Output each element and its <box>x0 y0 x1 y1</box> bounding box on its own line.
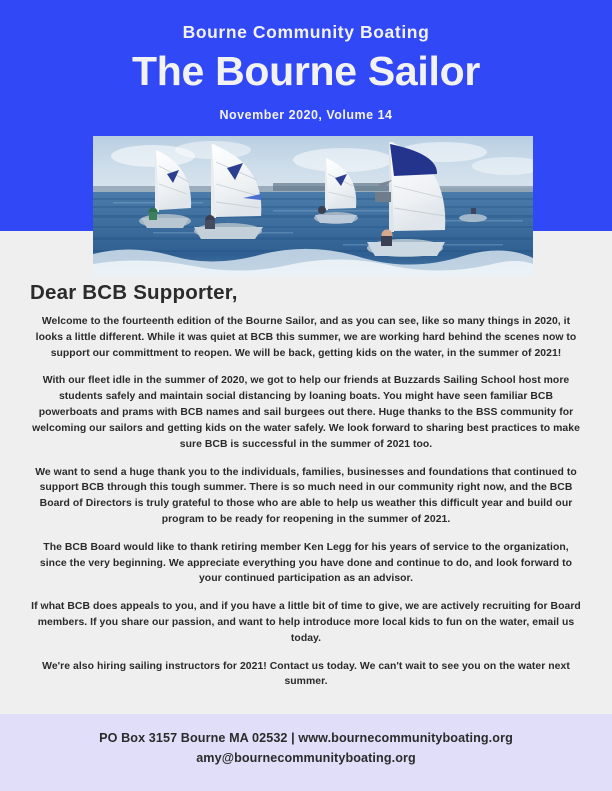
letter-paragraph-1: Welcome to the fourteenth edition of the Bourne Sailor, and as you can see, like so many things in 2020, it looks a little different. While it was quiet at BCB this summer, we are working hard behind the scenes now to support our committment to reopen. We will be back, getting kids on the water, in the summer of 2021! <box>35 316 577 359</box>
hero-photo <box>93 136 533 276</box>
organization-name: Bourne Community Boating <box>182 22 430 42</box>
letter-paragraph-4: The BCB Board would like to thank retiring member Ken Legg for his years of service to the organization, since the very beginning. We appreciate everything you have done and continue to do, and look forward to your continued participation as an advisor. <box>39 541 573 585</box>
newsletter-title: The Bourne Sailor <box>131 48 480 94</box>
footer-email[interactable]: amy@bournecommunityboating.org <box>196 751 416 765</box>
footer-contact-line[interactable]: PO Box 3157 Bourne MA 02532 | www.bournecommunityboating.org <box>99 731 513 745</box>
letter-closing: We're also hiring sailing instructors for 2021! Contact us today. We can't wait to see you on the water next summer. <box>42 660 570 688</box>
sailboats-photo-illustration <box>93 136 533 276</box>
footer-band <box>0 714 612 791</box>
letter-paragraph-3: We want to send a huge thank you to the individuals, families, businesses and foundations that continued to support BCB through this tough summer. There is so much need in our community right now, and the BCB Board of Directors is truly grateful to those who are able to help us weather this difficult year and build our program to be ready for reopening in the summer of 2021. <box>35 466 577 525</box>
letter-body <box>30 314 582 690</box>
letter-section <box>0 231 612 714</box>
letter-paragraph-2: With our fleet idle in the summer of 2020, we got to help our friends at Buzzards Sailing School host more students safely and maintain social distancing by loaning boats. You might have seen familiar BCB powerboats and prams with BCB names and sail burgees out there. Huge thanks to the BSS community for welcoming our sailors and getting kids on the water safely. We look forward to sharing best practices to make sure BCB is successful in the summer of 2021 too. <box>32 375 580 450</box>
salutation: Dear BCB Supporter, <box>30 281 238 304</box>
issue-line: November 2020, Volume 14 <box>219 108 393 122</box>
letter-paragraph-5: If what BCB does appeals to you, and if you have a little bit of time to give, we are actively recruiting for Board members. If you share our passion, and want to help introduce more local kids to fun on the water, email us today. <box>31 601 581 644</box>
